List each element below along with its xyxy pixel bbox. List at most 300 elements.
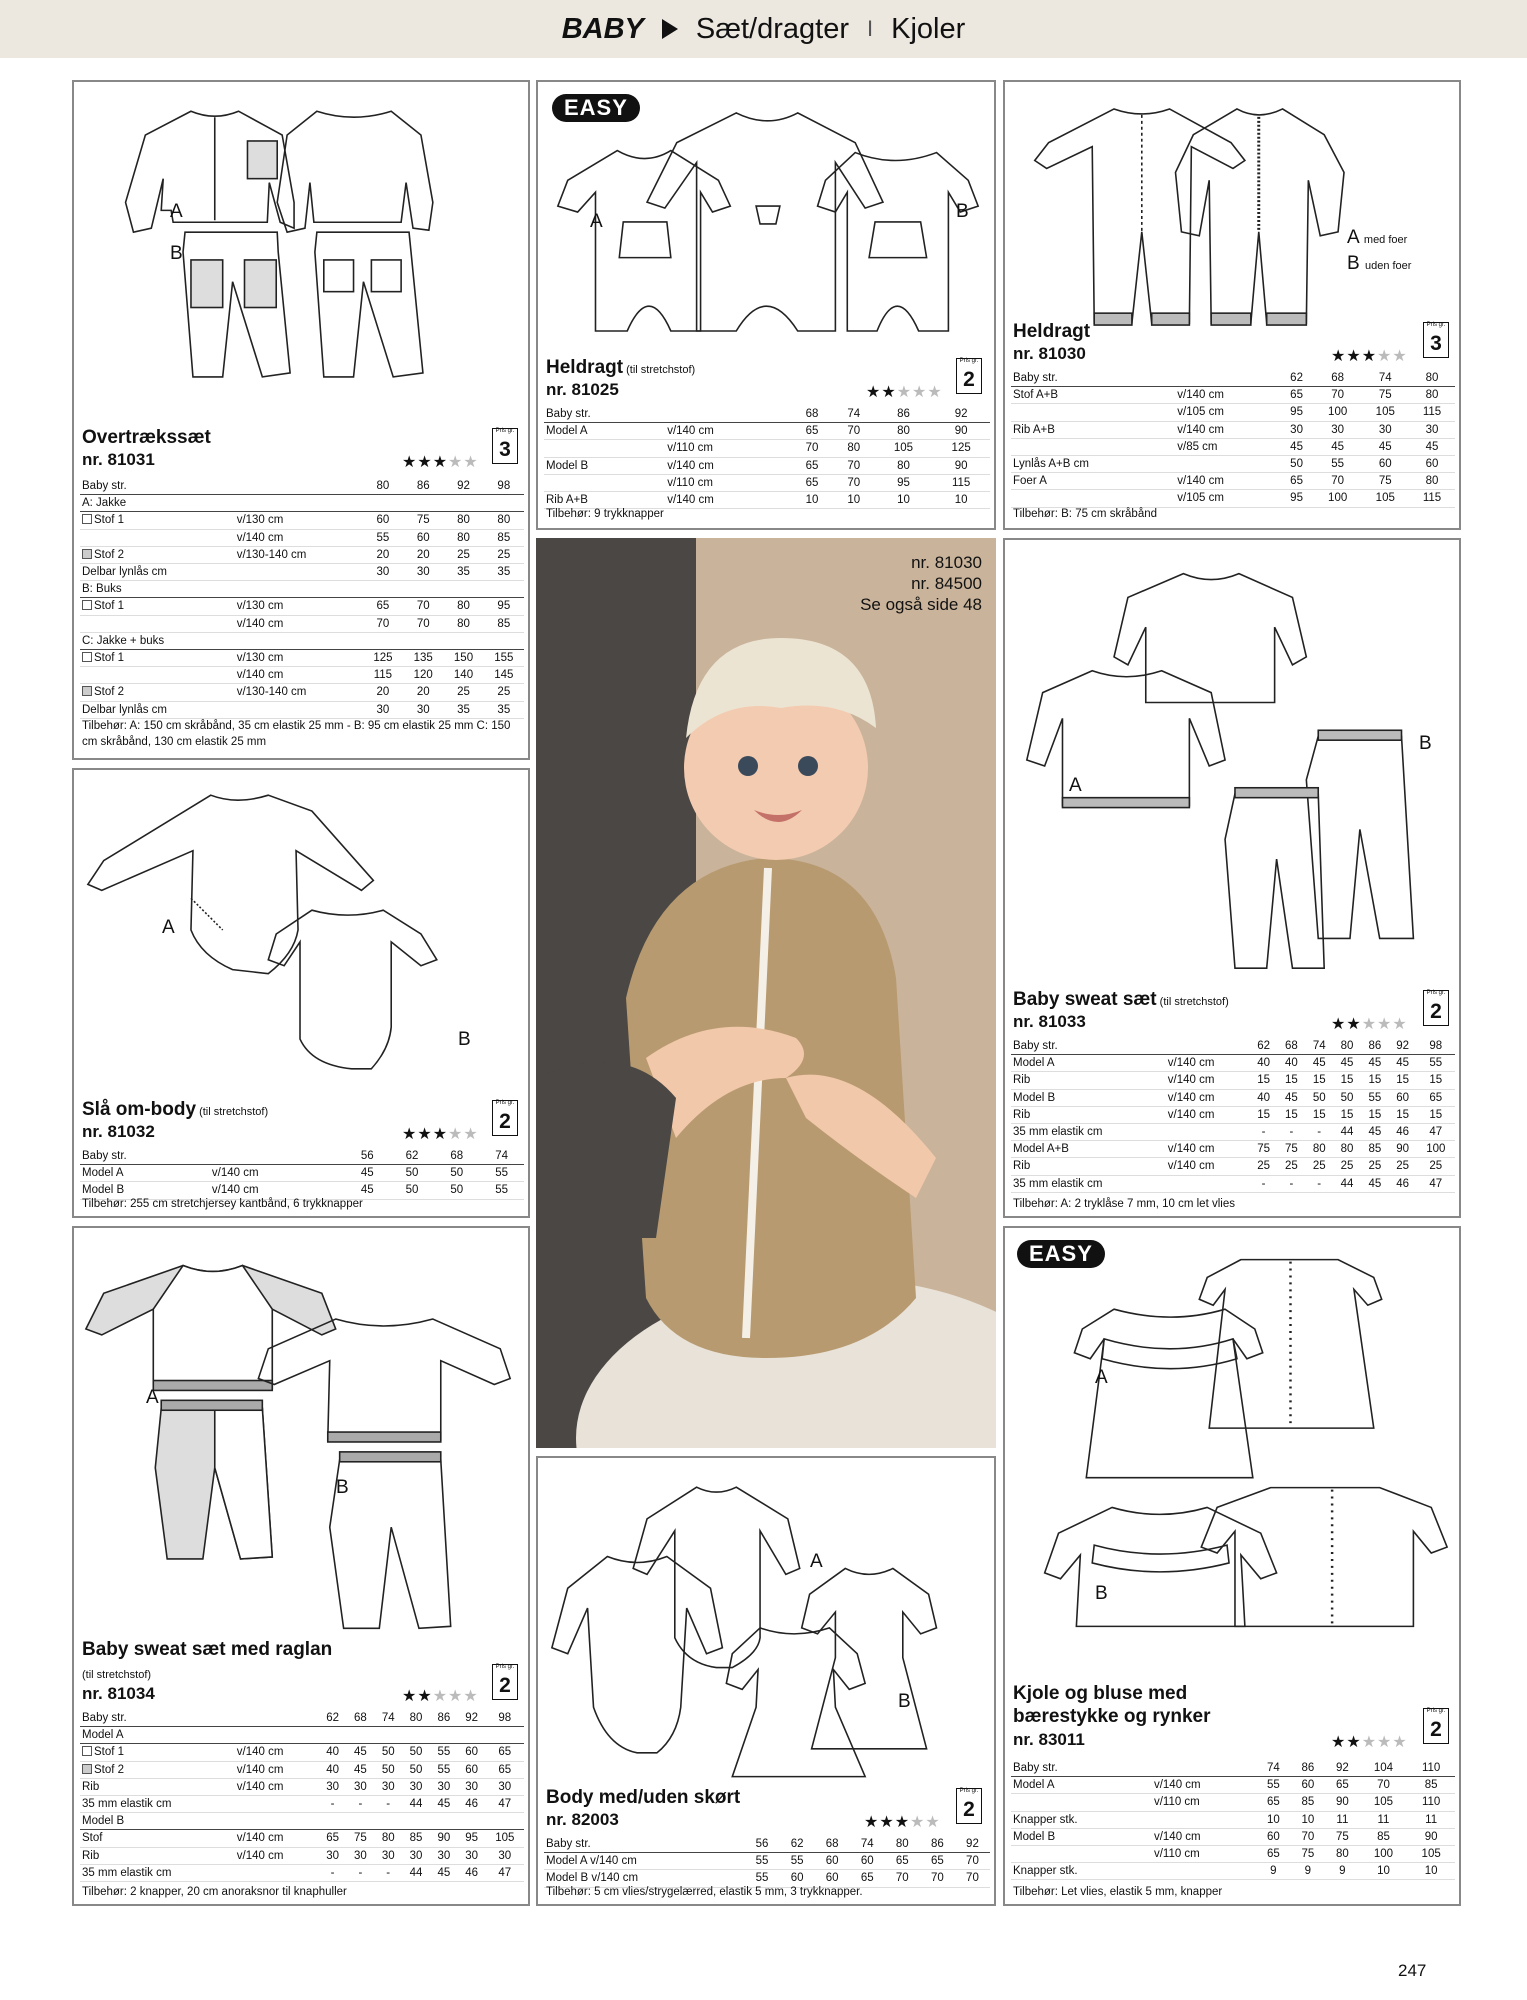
price-group-badge: Pris gr. 2 — [492, 1100, 518, 1136]
table-header-cell: 68 — [815, 1836, 850, 1853]
table-cell: 75 — [347, 1830, 375, 1847]
view-label-b: B — [170, 243, 183, 264]
table-cell-label: Stof 2 — [94, 686, 125, 699]
table-cell: 50 — [374, 1744, 402, 1761]
yardage-table — [544, 406, 990, 509]
table-cell: 60 — [1409, 456, 1455, 473]
header-separator: I — [867, 16, 874, 41]
table-header-cell: 74 — [1361, 370, 1409, 387]
table-cell: 50 — [1333, 1089, 1361, 1106]
table-row — [1011, 456, 1455, 473]
table-cell: 44 — [1333, 1124, 1361, 1141]
table-header-cell: 80 — [402, 1710, 430, 1727]
table-cell: Stof — [80, 1830, 235, 1847]
table-row — [1011, 404, 1455, 421]
table-cell: 90 — [1389, 1141, 1417, 1158]
table-cell: 150 — [443, 650, 483, 667]
table-header-row — [80, 1148, 524, 1165]
table-section-label: B: Buks — [80, 581, 524, 598]
star-empty-icon: ★ — [1392, 348, 1408, 365]
table-cell: 65 — [791, 457, 833, 474]
fabric-swatch-white-icon — [82, 652, 92, 662]
table-cell: 90 — [932, 423, 990, 440]
price-group-badge: Pris gr. 2 — [1423, 990, 1449, 1026]
table-cell: 15 — [1389, 1106, 1417, 1123]
table-row — [80, 1778, 524, 1795]
table-cell: 30 — [458, 1847, 486, 1864]
table-cell: 95 — [484, 598, 524, 615]
table-cell: v/130-140 cm — [235, 546, 363, 563]
view-label-b: B — [1419, 733, 1432, 754]
page-number: 247 — [1398, 1961, 1427, 1980]
table-cell: 20 — [363, 684, 403, 701]
table-cell: v/140 cm — [235, 529, 363, 546]
table-cell: 30 — [458, 1778, 486, 1795]
fabric-swatch-white-icon — [82, 600, 92, 610]
table-cell: 55 — [1417, 1055, 1455, 1072]
pattern-number: nr. 81034 — [82, 1684, 155, 1703]
table-cell: - — [347, 1796, 375, 1813]
table-cell: 65 — [1256, 1794, 1291, 1811]
table-cell: - — [1278, 1124, 1306, 1141]
table-cell: 70 — [955, 1870, 990, 1887]
yardage-table — [80, 478, 524, 719]
table-header-cell — [1166, 1038, 1250, 1055]
table-header-cell: 62 — [1250, 1038, 1278, 1055]
table-header-cell — [1175, 370, 1279, 387]
table-header-cell: 80 — [363, 478, 403, 495]
table-cell: 85 — [402, 1830, 430, 1847]
table-cell: 30 — [347, 1847, 375, 1864]
table-cell — [1011, 1846, 1152, 1863]
table-cell: v/105 cm — [1175, 490, 1279, 507]
table-cell: 85 — [1407, 1777, 1455, 1794]
star-empty-icon: ★ — [1377, 1734, 1393, 1751]
accessories-note: Tilbehør: B: 75 cm skråbånd — [1013, 508, 1158, 520]
table-cell: Model A — [1011, 1777, 1152, 1794]
table-cell: 65 — [1279, 387, 1314, 404]
table-cell — [80, 529, 235, 546]
table-cell: 115 — [1409, 490, 1455, 507]
difficulty-stars — [864, 1812, 941, 1832]
price-group-badge: Pris gr. 2 — [492, 1664, 518, 1700]
yardage-table — [80, 1710, 524, 1882]
table-cell — [544, 474, 665, 491]
table-cell: v/140 cm — [235, 1847, 319, 1864]
table-cell: v/140 cm — [665, 423, 791, 440]
table-cell: Model B — [80, 1182, 210, 1199]
table-row — [1011, 1794, 1455, 1811]
table-cell: 9 — [1325, 1863, 1360, 1880]
pattern-card-83011 — [1003, 1226, 1461, 1906]
table-cell: 25 — [443, 546, 483, 563]
table-header-row — [1011, 1038, 1455, 1055]
table-cell — [80, 512, 235, 529]
table-cell: Rib — [1011, 1106, 1166, 1123]
table-section-label: Model A — [80, 1727, 524, 1744]
pattern-card-81030 — [1003, 80, 1461, 530]
table-cell: 80 — [443, 512, 483, 529]
table-header-cell: 92 — [1325, 1760, 1360, 1777]
table-cell: 35 — [484, 564, 524, 581]
table-cell: 30 — [403, 564, 443, 581]
table-cell: 100 — [1314, 404, 1362, 421]
table-cell: 85 — [1360, 1828, 1408, 1845]
table-cell: 55 — [430, 1761, 458, 1778]
table-cell: 65 — [1417, 1089, 1455, 1106]
table-cell: 105 — [1361, 404, 1409, 421]
view-label-a: A — [1095, 1367, 1108, 1388]
table-cell: 75 — [1325, 1828, 1360, 1845]
table-header-cell: 92 — [1389, 1038, 1417, 1055]
table-cell: v/130-140 cm — [235, 684, 363, 701]
table-header-cell — [235, 1710, 319, 1727]
header-crumb-2[interactable]: Kjoler — [891, 12, 966, 45]
table-cell: 65 — [885, 1853, 920, 1870]
table-row — [80, 598, 524, 615]
table-header-cell: 74 — [1256, 1760, 1291, 1777]
table-cell: v/110 cm — [665, 474, 791, 491]
table-cell: 10 — [932, 492, 990, 509]
table-cell — [1166, 1124, 1250, 1141]
table-row — [80, 1847, 524, 1864]
table-row — [1011, 1141, 1455, 1158]
easy-badge: EASY — [552, 94, 640, 122]
table-header-cell: 74 — [479, 1148, 524, 1165]
pattern-title: Baby sweat sæt med raglan (til stretchstof) — [82, 1639, 333, 1681]
table-cell: 30 — [374, 1778, 402, 1795]
pattern-card-81034 — [72, 1226, 530, 1906]
table-cell: 9 — [1256, 1863, 1291, 1880]
photo-pattern-refs: nr. 81030 nr. 84500 Se også side 48 — [860, 553, 982, 614]
table-header-cell: 68 — [434, 1148, 479, 1165]
yardage-table — [80, 1148, 524, 1200]
table-cell: 15 — [1305, 1072, 1333, 1089]
table-cell: 60 — [363, 512, 403, 529]
table-cell: 45 — [430, 1796, 458, 1813]
accessories-note: Tilbehør: 5 cm vlies/strygelærred, elastik 5 mm, 3 trykknapper. — [546, 1886, 863, 1898]
star-empty-icon: ★ — [1361, 1016, 1378, 1033]
pattern-number: nr. 81030 — [1013, 344, 1086, 363]
table-cell: 10 — [1291, 1811, 1326, 1828]
table-cell: v/140 cm — [1152, 1828, 1256, 1845]
table-header-cell: 62 — [319, 1710, 347, 1727]
table-cell: 30 — [319, 1847, 347, 1864]
table-cell: 105 — [1360, 1794, 1408, 1811]
fabric-swatch-gray-icon — [82, 686, 92, 696]
table-header-cell: 98 — [1417, 1038, 1455, 1055]
table-header-cell: Baby str. — [544, 406, 665, 423]
table-cell: 90 — [430, 1830, 458, 1847]
table-cell: 65 — [363, 598, 403, 615]
header-crumb-1[interactable]: Sæt/dragter — [695, 12, 850, 45]
table-header-cell — [665, 406, 791, 423]
table-cell: - — [347, 1864, 375, 1881]
table-cell: Model A — [544, 423, 665, 440]
fabric-swatch-gray-icon — [82, 549, 92, 559]
table-cell: 40 — [1278, 1055, 1306, 1072]
accessories-note: Tilbehør: Let vlies, elastik 5 mm, knapper — [1013, 1886, 1223, 1898]
table-cell — [1011, 438, 1175, 455]
table-cell: 65 — [1256, 1846, 1291, 1863]
table-cell: Rib A+B — [1011, 421, 1175, 438]
table-cell: Rib — [80, 1778, 235, 1795]
table-header-cell: 68 — [1314, 370, 1362, 387]
table-section-label: C: Jakke + buks — [80, 632, 524, 649]
table-cell: 70 — [403, 598, 443, 615]
table-cell: 15 — [1417, 1072, 1455, 1089]
table-cell: v/110 cm — [1152, 1846, 1256, 1863]
table-header-cell: 98 — [484, 478, 524, 495]
play-arrow-icon — [662, 19, 678, 39]
table-cell: 30 — [363, 701, 403, 718]
table-cell: 125 — [363, 650, 403, 667]
table-cell-label: Stof 1 — [94, 514, 125, 527]
table-cell: Foer A — [1011, 473, 1175, 490]
technical-drawing — [538, 82, 994, 352]
table-cell: 50 — [374, 1761, 402, 1778]
table-cell: 120 — [403, 667, 443, 684]
table-cell: 46 — [1389, 1124, 1417, 1141]
table-cell: 45 — [1361, 438, 1409, 455]
table-cell: 75 — [1361, 473, 1409, 490]
table-row — [80, 529, 524, 546]
table-cell: 55 — [479, 1182, 524, 1199]
view-label-b: B — [956, 201, 969, 222]
table-cell: 55 — [430, 1744, 458, 1761]
table-header-cell — [235, 478, 363, 495]
table-cell: 44 — [1333, 1175, 1361, 1192]
table-cell — [1152, 1811, 1256, 1828]
table-cell: 15 — [1278, 1072, 1306, 1089]
table-cell: v/130 cm — [235, 598, 363, 615]
star-empty-icon: ★ — [448, 1688, 464, 1705]
table-cell: 55 — [363, 529, 403, 546]
table-cell: 75 — [1361, 387, 1409, 404]
pattern-title: Kjole og bluse med bærestykke og rynker — [1013, 1683, 1211, 1727]
table-cell: 35 — [443, 564, 483, 581]
table-cell: Model B v/140 cm — [544, 1870, 745, 1887]
table-row — [1011, 387, 1455, 404]
table-cell: 65 — [486, 1761, 524, 1778]
table-cell: 10 — [875, 492, 933, 509]
star-empty-icon: ★ — [448, 1126, 464, 1143]
table-cell: 115 — [932, 474, 990, 491]
table-cell: v/140 cm — [1175, 387, 1279, 404]
table-cell: 25 — [1417, 1158, 1455, 1175]
table-cell: 80 — [443, 598, 483, 615]
table-cell: 65 — [1325, 1777, 1360, 1794]
table-cell: Rib A+B — [544, 492, 665, 509]
table-row — [1011, 421, 1455, 438]
table-cell: 45 — [345, 1182, 390, 1199]
table-header-row — [80, 1710, 524, 1727]
table-cell: 95 — [875, 474, 933, 491]
pattern-number: nr. 83011 — [1013, 1730, 1085, 1749]
table-row — [80, 1761, 524, 1778]
table-row — [80, 701, 524, 718]
table-cell: Knapper stk. — [1011, 1811, 1152, 1828]
table-cell: 25 — [1250, 1158, 1278, 1175]
table-cell: v/140 cm — [210, 1182, 345, 1199]
table-cell: 100 — [1417, 1141, 1455, 1158]
price-group-badge: Pris gr. 2 — [1423, 1708, 1449, 1744]
star-filled-icon: ★ — [1346, 1016, 1362, 1033]
table-cell: 70 — [363, 615, 403, 632]
table-cell: 85 — [484, 615, 524, 632]
star-empty-icon: ★ — [1377, 348, 1393, 365]
table-cell: v/140 cm — [1166, 1072, 1250, 1089]
table-header-cell: 74 — [850, 1836, 885, 1853]
table-cell: v/140 cm — [1166, 1158, 1250, 1175]
table-header-cell: 56 — [345, 1148, 390, 1165]
table-cell: 125 — [932, 440, 990, 457]
table-cell: 70 — [791, 440, 833, 457]
table-cell: 44 — [402, 1864, 430, 1881]
table-cell: 65 — [486, 1744, 524, 1761]
table-cell: 70 — [955, 1853, 990, 1870]
table-cell: 80 — [1333, 1141, 1361, 1158]
table-cell — [235, 1864, 319, 1881]
table-row — [544, 474, 990, 491]
accessories-note: Tilbehør: 2 knapper, 20 cm anoraksnor til knaphuller — [82, 1886, 347, 1898]
table-cell: Rib — [1011, 1072, 1166, 1089]
table-header-cell: 86 — [403, 478, 443, 495]
table-header-cell: 68 — [791, 406, 833, 423]
table-header-cell: 110 — [1407, 1760, 1455, 1777]
difficulty-stars — [1331, 1732, 1408, 1752]
table-cell: 70 — [1314, 387, 1362, 404]
table-header-cell: 62 — [780, 1836, 815, 1853]
table-cell: 75 — [1250, 1141, 1278, 1158]
table-cell: 60 — [403, 529, 443, 546]
view-label-b: B — [336, 1477, 349, 1498]
table-cell-label: Stof 1 — [94, 652, 125, 665]
pattern-number: nr. 82003 — [546, 1810, 619, 1829]
table-cell: v/140 cm — [1175, 473, 1279, 490]
table-cell: 45 — [1361, 1124, 1389, 1141]
table-cell: Delbar lynlås cm — [80, 564, 235, 581]
table-cell: 50 — [402, 1744, 430, 1761]
table-cell: Delbar lynlås cm — [80, 701, 235, 718]
table-cell: 115 — [363, 667, 403, 684]
table-cell: v/140 cm — [1166, 1141, 1250, 1158]
table-cell: 105 — [486, 1830, 524, 1847]
table-header-cell: Baby str. — [1011, 370, 1175, 387]
table-cell: - — [374, 1864, 402, 1881]
table-section-label: A: Jakke — [80, 495, 524, 512]
table-cell: 50 — [434, 1165, 479, 1182]
table-cell: 50 — [390, 1165, 435, 1182]
table-cell: 70 — [885, 1870, 920, 1887]
table-cell: 15 — [1361, 1072, 1389, 1089]
table-header-cell: 74 — [833, 406, 875, 423]
table-cell: 45 — [1279, 438, 1314, 455]
pattern-card-81025 — [536, 80, 996, 530]
table-cell: 25 — [484, 684, 524, 701]
table-cell — [80, 615, 235, 632]
star-empty-icon: ★ — [910, 1814, 926, 1831]
view-label-a: A — [170, 201, 183, 222]
table-header-cell: 104 — [1360, 1760, 1408, 1777]
table-cell — [80, 598, 235, 615]
table-cell: 10 — [833, 492, 875, 509]
table-cell: Lynlås A+B cm — [1011, 456, 1175, 473]
yardage-table — [1011, 370, 1455, 508]
table-cell: 35 mm elastik cm — [80, 1864, 235, 1881]
table-cell: 90 — [1325, 1794, 1360, 1811]
table-cell: - — [1250, 1124, 1278, 1141]
table-cell: 35 — [443, 701, 483, 718]
table-header-cell: 74 — [1305, 1038, 1333, 1055]
table-cell: 46 — [458, 1796, 486, 1813]
table-cell: 55 — [745, 1870, 780, 1887]
table-cell: 65 — [920, 1853, 955, 1870]
star-filled-icon: ★ — [864, 1814, 880, 1831]
pattern-title: Heldragt — [1013, 321, 1091, 342]
table-cell: 25 — [1389, 1158, 1417, 1175]
table-row — [1011, 490, 1455, 507]
table-cell: 85 — [1361, 1141, 1389, 1158]
table-cell: 80 — [833, 440, 875, 457]
view-label-a: A med foer — [1347, 227, 1408, 248]
table-header-cell: 56 — [745, 1836, 780, 1853]
accessories-note: Tilbehør: 9 trykknapper — [546, 508, 664, 520]
table-cell: Stof A+B — [1011, 387, 1175, 404]
table-cell: 25 — [1361, 1158, 1389, 1175]
star-empty-icon: ★ — [925, 1814, 941, 1831]
table-cell: 15 — [1417, 1106, 1455, 1123]
table-cell: - — [319, 1796, 347, 1813]
table-cell — [1011, 490, 1175, 507]
table-header-row — [544, 406, 990, 423]
yardage-table — [1011, 1038, 1455, 1193]
table-cell: 65 — [791, 474, 833, 491]
table-cell: 44 — [402, 1796, 430, 1813]
star-empty-icon: ★ — [912, 384, 928, 401]
table-cell: 15 — [1333, 1072, 1361, 1089]
table-cell: 75 — [1291, 1846, 1326, 1863]
table-cell: 55 — [780, 1853, 815, 1870]
difficulty-stars — [1331, 346, 1408, 366]
table-row — [1011, 1089, 1455, 1106]
table-header-cell: 86 — [430, 1710, 458, 1727]
table-cell — [80, 650, 235, 667]
table-cell: v/140 cm — [1166, 1055, 1250, 1072]
view-label-b: B uden foer — [1347, 253, 1412, 274]
table-cell: v/140 cm — [1175, 421, 1279, 438]
table-cell: v/130 cm — [235, 512, 363, 529]
table-cell: 70 — [833, 474, 875, 491]
view-label-a: A — [590, 211, 603, 232]
table-cell: v/140 cm — [1166, 1106, 1250, 1123]
table-cell: 47 — [486, 1864, 524, 1881]
table-cell — [1166, 1175, 1250, 1192]
table-cell: 40 — [319, 1744, 347, 1761]
table-cell: 80 — [875, 423, 933, 440]
table-header-cell: 68 — [1278, 1038, 1306, 1055]
pattern-number: nr. 81033 — [1013, 1012, 1086, 1031]
table-cell — [1011, 1794, 1152, 1811]
table-cell — [235, 701, 363, 718]
table-cell: 60 — [815, 1853, 850, 1870]
table-row — [544, 440, 990, 457]
table-cell: 10 — [1360, 1863, 1408, 1880]
table-cell: 30 — [319, 1778, 347, 1795]
table-cell: 65 — [850, 1870, 885, 1887]
table-cell: 105 — [1407, 1846, 1455, 1863]
table-cell: v/105 cm — [1175, 404, 1279, 421]
